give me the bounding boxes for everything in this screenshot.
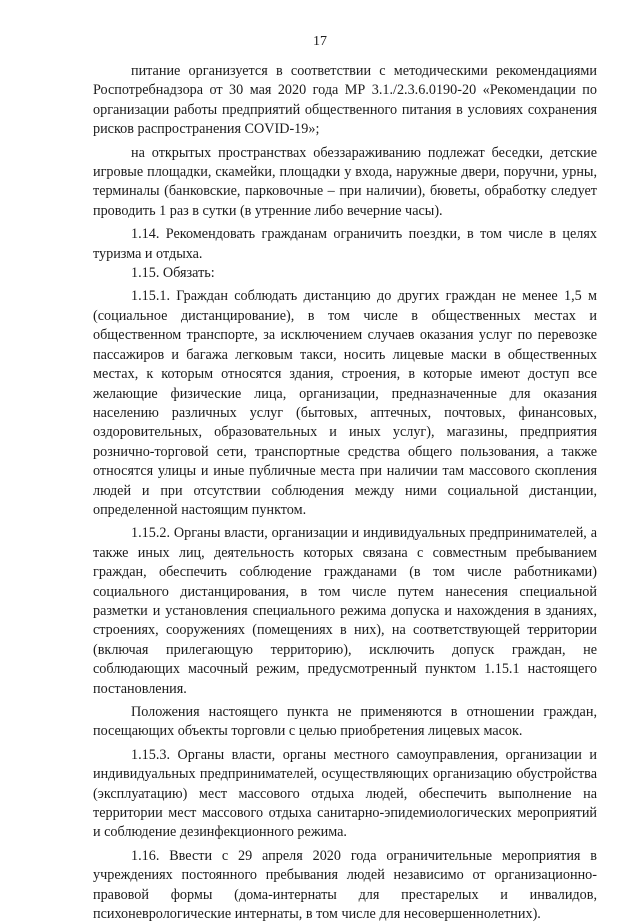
paragraph-1-15-1: 1.15.1. Граждан соблюдать дистанцию до других граждан не менее 1,5 м (социальное дистанцирование), в том числе в общественных местах и общественном транспорте, за исключением случаев оказания услуг по перевозке пассажиров и багажа легковым такси, носить лицевые маски в общественных местах, к которым относятся здания, строения, в которые имеют доступ все желающие физические лица, организации, предназначенные для оказания населению различных услуг (бытовых, аптечных, почтовых, финансовых, оздоровительных, образовательных и иных услуг), магазины, предприятия рознично-торговой сети, транспортные средства общего пользования, а также относятся улицы и иные публичные места при наличии там массового скопления людей и при отсутствии соблюдения между ними социальной дистанции, определенной настоящим пунктом. [93, 288, 597, 518]
paragraph-1-15-2: 1.15.2. Органы власти, организации и индивидуальных предпринимателей, а также иных лиц, деятельность которых связана с совместным пребыванием граждан, обеспечить соблюдение гражданами (в том числе работниками) социального дистанцирования, в том числе путем нанесения специальной разметки и установления специального режима допуска и нахождения в зданиях, строениях, сооружениях (помещениях в них), на соответствующей территории (включая прилегающую территорию), исключить допуск граждан, не соблюдающих масочный режим, предусмотренный пунктом 1.15.1 настоящего постановления. [93, 525, 597, 697]
paragraph-1-14: 1.14. Рекомендовать гражданам ограничить поездки, в том числе в целях туризма и отдыха. [93, 226, 597, 262]
paragraph-1-16: 1.16. Ввести с 29 апреля 2020 года ограничительные мероприятия в учреждениях постоянного пребывания людей независимо от организационно-правовой формы (дома-интернаты для престарелых и инвалидов, психоневрологические интернаты, в том числе для несовершеннолетних). [93, 847, 597, 923]
paragraph-catering: питание организуется в соответствии с методическими рекомендациями Роспотребнадзора от 30 мая 2020 года МР 3.1./2.3.6.0190-20 «Рекомендации по организации работы предприятий общественного питания в условиях сохранения рисков распространения COVID-19»; [93, 63, 597, 138]
page-number: 17 [313, 34, 327, 49]
document-body [93, 62, 597, 924]
paragraph-disinfection: на открытых пространствах обеззараживанию подлежат беседки, детские игровые площадки, скамейки, площадки у входа, наружные двери, поручни, урны, терминалы (банковские, парковочные – при наличии), бюветы, обработку следует проводить 1 раз в сутки (в утренние либо вечерние часы). [93, 144, 597, 219]
paragraph-exception: Положения настоящего пункта не применяются в отношении граждан, посещающих объекты торговли с целью приобретения лицевых масок. [93, 704, 597, 740]
paragraph-1-15: 1.15. Обязать: [131, 265, 215, 282]
paragraph-1-15-3: 1.15.3. Органы власти, органы местного самоуправления, организации и индивидуальных предпринимателей, осуществляющих организацию обустройства (эксплуатацию) мест массового отдыха людей, обеспечить выполнение на территории мест массового отдыха санитарно-эпидемиологических мероприятий и соблюдение дезинфекционного режима. [93, 746, 597, 841]
